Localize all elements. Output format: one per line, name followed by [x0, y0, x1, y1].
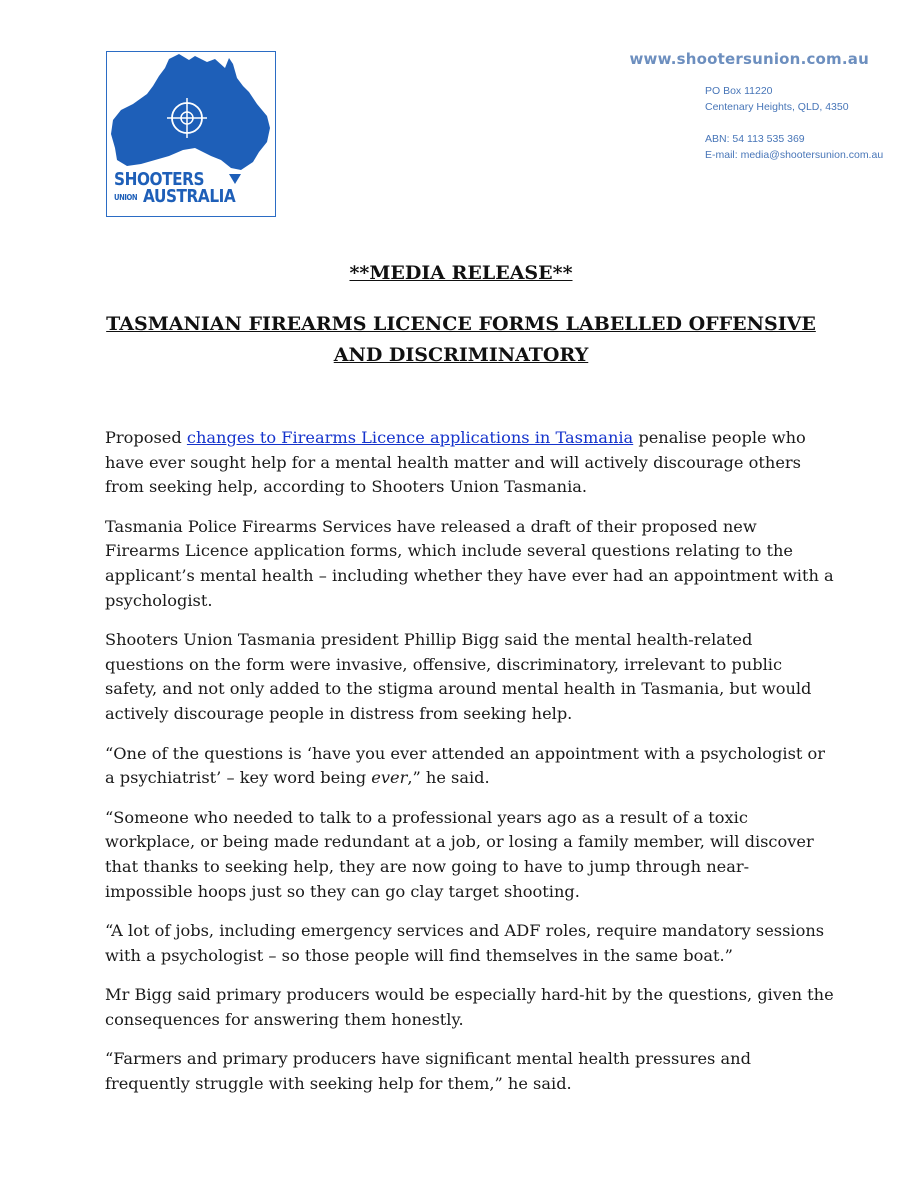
paragraph-2: Tasmania Police Firearms Services have released a draft of their proposed new Firearms Licence application forms, which include several questions relating to the applicant’s mental health – including whether they have ever had an appointment with a psychologist. — [105, 516, 834, 610]
address-line-2: Centenary Heights, QLD, 4350 — [705, 101, 849, 113]
paragraph-7: Mr Bigg said primary producers would be especially hard-hit by the questions, given the consequences for answering them honestly. — [105, 985, 834, 1029]
contact-block — [705, 83, 883, 163]
shooters-union-logo — [106, 51, 276, 217]
logo-text-australia: AUSTRALIA — [143, 186, 236, 207]
website-link[interactable]: www.shootersunion.com.au — [629, 50, 869, 68]
address-line-1: PO Box 11220 — [705, 85, 773, 97]
paragraph-3: Shooters Union Tasmania president Phillip Bigg said the mental health-related questions on the form were invasive, offensive, discriminatory, irrelevant to public safety, and not only added to the stigma around mental health in Tasmania, but would actively discourage people in distress from seeking help. — [105, 630, 812, 723]
paragraph-1: Proposed changes to Firearms Licence applications in Tasmania penalise people who have ever sought help for a mental health matter and will actively discourage others from seeking help, according to Shooters Union Tasmania. — [105, 428, 806, 497]
release-title-line-2: AND DISCRIMINATORY — [333, 344, 589, 366]
logo-text-shooters: SHOOTERS — [114, 169, 205, 190]
firearms-licence-changes-link[interactable]: changes to Firearms Licence applications in Tasmania — [186, 428, 634, 447]
emphasis-ever: ever — [371, 768, 408, 788]
logo-text-union: UNION — [114, 193, 138, 202]
release-title-line-1: TASMANIAN FIREARMS LICENCE FORMS LABELLED OFFENSIVE — [106, 313, 816, 335]
media-release-heading: **MEDIA RELEASE** — [349, 262, 573, 284]
paragraph-4: “One of the questions is ‘have you ever attended an appointment with a psychologist or a psychiatrist’ – key word being ever,” he said. — [105, 743, 826, 788]
paragraph-6: “A lot of jobs, including emergency services and ADF roles, require mandatory sessions with a psychologist – so those people will find themselves in the same boat.” — [105, 921, 825, 965]
paragraph-5: “Someone who needed to talk to a professional years ago as a result of a toxic workplace, or being made redundant at a job, or losing a family member, will discover that thanks to seeking help, they are now going to have to jump through near-impossible hoops just so they can go clay target shooting. — [105, 807, 814, 901]
email-address[interactable]: E-mail: media@shootersunion.com.au — [705, 149, 884, 161]
paragraph-8: “Farmers and primary producers have significant mental health pressures and frequently struggle with seeking help for them,” he said. — [105, 1049, 751, 1094]
release-body — [105, 426, 835, 1112]
release-title — [0, 309, 922, 371]
abn-number: ABN: 54 113 535 369 — [705, 133, 805, 145]
